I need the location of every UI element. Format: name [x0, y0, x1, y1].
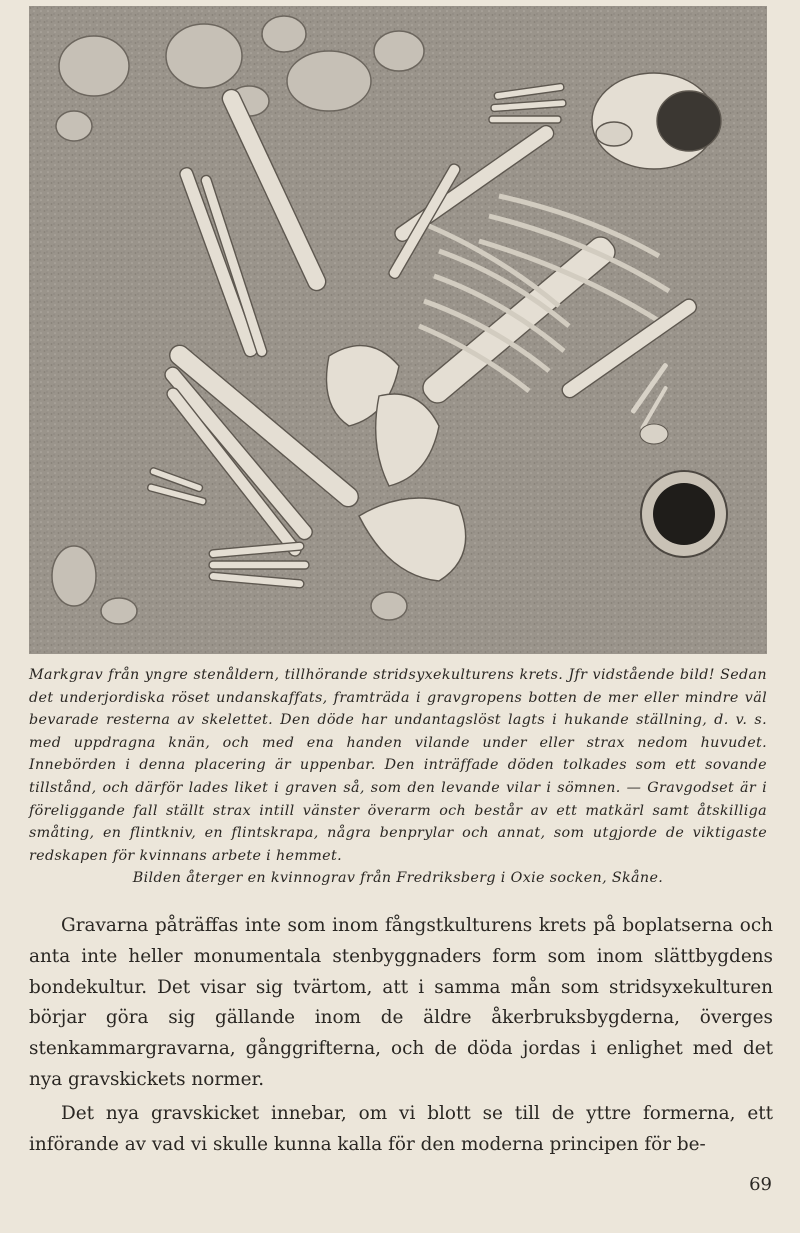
- figure-caption-credit: Bilden återger en kvinnograv från Fredriksberg i Oxie socken, Skåne.: [132, 870, 664, 886]
- burial-photograph: [29, 6, 767, 654]
- figure-caption: Markgrav från yngre stenåldern, tillhörande stridsyxekulturens krets. Jfr vidstående bild! Sedan det underjordiska röset undanskaffats, framträda i gravgropens botten de mer eller mindre väl bevarade resterna av skelettet. Den döde har undantagslöst lagts i hukande ställning, d. v. s. med uppdragna knän, och med ena handen vilande under eller strax nedom huvudet. Innebörden i denna placering är uppenbar. Den inträffade döden tolkades som ett sovande tillstånd, och därför lades liket i graven så, som den levande vilar i sömnen. — Gravgodset är i föreliggande fall ställt strax intill vänster överarm och består av ett matkärl samt åtskilliga småting, en flintkniv, en flintskrapa, några benprylar och annat, som utgjorde de viktigaste redskapen för kvinnans arbete i hemmet.: [29, 667, 767, 864]
- page-number: 69: [749, 1174, 772, 1195]
- body-paragraph-1: Gravarna påträffas inte som inom fångstkulturens krets på boplatserna och anta inte heller monumentala stenbyggnaders form som inom slättbygdens bondekultur. Det visar sig tvärtom, att i samma mån som stridsyxekulturen börjar göra sig gällande inom de äldre åkerbruksbygderna, överges stenkammargravarna, gånggrifterna, och de döda jordas i enlighet med det nya gravskickets normer.: [29, 915, 773, 1090]
- body-paragraph-2: Det nya gravskicket innebar, om vi blott se till de yttre formerna, ett införande av vad vi skulle kunna kalla för den moderna principen för be-: [29, 1103, 773, 1155]
